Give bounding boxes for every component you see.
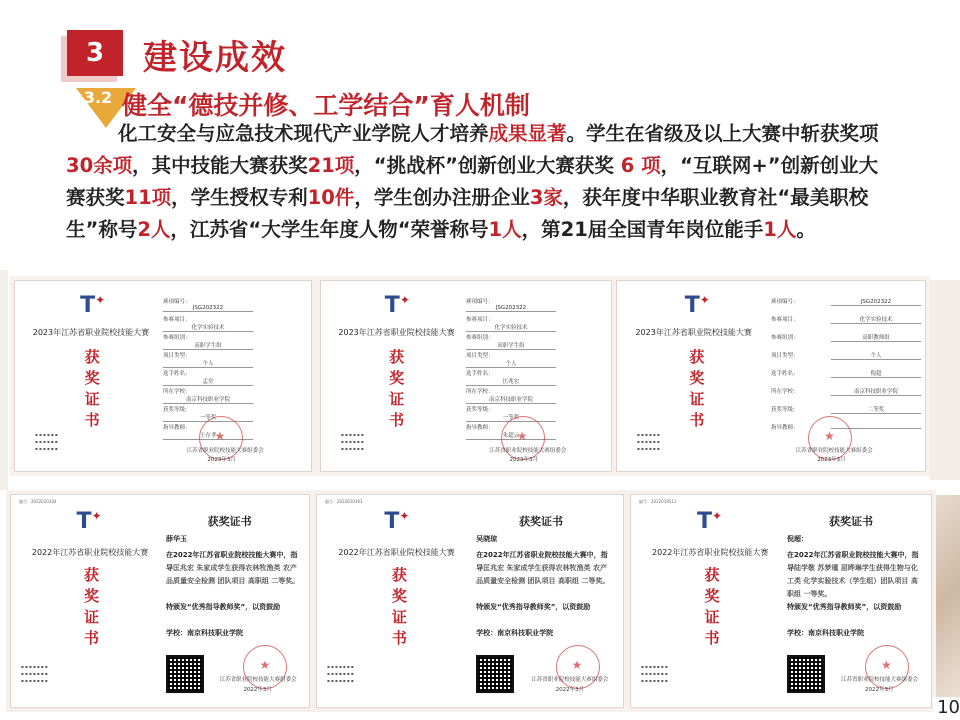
certificate-org: 江苏省职业院校技能大赛组委会 — [795, 448, 873, 454]
section-number-badge — [67, 30, 123, 76]
certificate-sponsors: ▪ ▪ ▪ ▪ ▪ ▪ ▪ ▪ ▪ ▪ ▪ ▪ ▪ ▪ ▪ ▪ ▪ ▪ — [35, 432, 58, 451]
certificate-field: 项目类型：个人 — [466, 351, 611, 368]
certificate-field: 项目类型： 个人 — [771, 351, 921, 360]
certificate-sponsors: ▪ ▪ ▪ ▪ ▪ ▪ ▪ ▪ ▪ ▪ ▪ ▪ ▪ ▪ ▪ ▪ ▪ ▪ — [637, 432, 660, 451]
competition-logo: T✦ — [684, 293, 710, 318]
certificate-edge-right-top — [930, 280, 960, 480]
certificate-title: 2023年江苏省职业院校技能大赛 — [338, 328, 455, 337]
qr-code-icon — [787, 655, 825, 693]
certificate-title: 2022年江苏省职业院校技能大赛 — [652, 548, 769, 557]
competition-logo: T✦ — [384, 509, 410, 534]
section-title: 建设成效 — [143, 38, 287, 78]
certificate-field: 赛项编号：JSG202322 — [163, 297, 311, 312]
certificate-sponsors: ▪ ▪ ▪ ▪ ▪ ▪ ▪ ▪ ▪ ▪ ▪ ▪ ▪ ▪ ▪ ▪ ▪ ▪ — [341, 432, 364, 451]
award-certificate — [616, 280, 926, 472]
certificate-date: 2023年3月 — [509, 457, 538, 463]
certificate-field: 所在学校： 南京科技职业学院 — [771, 387, 921, 396]
certificate-body: 在2022年江苏省职业院校技能大赛中，指导陆学敬 苏梦瑾 屈晔琳学生获得生物与化工类 化学实验技术（学生组）团队项目 高职组 一等奖。 — [787, 551, 919, 598]
subsection-title: 健全“德技并修、工学结合”育人机制 — [122, 91, 530, 120]
certificate-date: 2022年3月 — [555, 687, 585, 693]
teacher-award-certificate — [630, 494, 932, 708]
certificate-org: 江苏省职业院校技能大赛组委会 — [841, 677, 919, 683]
recipient-name: 倪超： — [787, 535, 808, 543]
certificate-field: 赛项编号： JSG202322 — [771, 297, 921, 306]
certificate-edge-right-bottom — [932, 495, 960, 705]
certificate-serial: 编号：2022010393 — [325, 499, 363, 504]
certificate-date: 2023年3月 — [817, 457, 846, 463]
certificate-org: 江苏省职业院校技能大赛组委会 — [489, 448, 567, 454]
section-number: 3 — [85, 38, 105, 68]
competition-logo: T✦ — [80, 293, 106, 318]
certificate-title: 2022年江苏省职业院校技能大赛 — [31, 548, 149, 557]
certificate-org: 江苏省职业院校技能大赛组委会 — [186, 448, 264, 454]
certificate-school: 学校：南京科技职业学院 — [787, 629, 864, 637]
certificate-heading: 获奖证书 — [829, 515, 873, 528]
award-certificate — [320, 280, 612, 472]
qr-code-icon — [166, 655, 204, 693]
certificate-sponsors: ▪ ▪ ▪ ▪ ▪ ▪ ▪ ▪ ▪ ▪ ▪ ▪ ▪ ▪ ▪ ▪ ▪ ▪ ▪ ▪ ▪ — [327, 664, 354, 683]
competition-logo: T✦ — [697, 509, 723, 534]
recipient-name: 薛华玉 — [165, 535, 187, 543]
page-number: 10 — [933, 697, 960, 718]
certificate-field: 选手姓名：孟堂 — [163, 369, 311, 386]
certificate-sponsors: ▪ ▪ ▪ ▪ ▪ ▪ ▪ ▪ ▪ ▪ ▪ ▪ ▪ ▪ ▪ ▪ ▪ ▪ ▪ ▪ ▪ — [641, 664, 668, 683]
certificate-serial: 编号：2022010344 — [19, 499, 57, 504]
certificate-field: 获奖等级：一等奖 — [163, 405, 311, 422]
certificate-field: 选手姓名：匡兆宏 — [466, 369, 611, 386]
teacher-award-certificate — [316, 494, 624, 708]
certificate-field: 指导教师：朱超云 — [466, 423, 611, 440]
certificate-org: 江苏省职业院校技能大赛组委会 — [219, 677, 297, 683]
body-paragraph: 化工安全与应急技术现代产业学院人才培养成果显著。学生在省级及以上大赛中斩获奖项30余项，其中技能大赛获奖21项，“挑战杯”创新创业大赛获奖 6 项，“互联网+”创新创业大赛获奖11项，学生授权专利10件，学生创办注册企业3家，获年度中华职业教育社“最美职校生”称号2人，江苏省“大学生年度人物“荣誉称号1人，第21届全国青年岗位能手1人。 — [66, 122, 879, 241]
award-certificate — [14, 280, 312, 472]
qr-code-icon — [476, 655, 514, 693]
certificate-field: 指导教师： — [771, 423, 921, 431]
certificate-field: 选手姓名： 倪超 — [771, 369, 921, 378]
certificate-field: 参赛项目： 化学实验技术 — [771, 315, 921, 324]
competition-logo: T✦ — [384, 293, 410, 318]
certificate-field: 所在学校：南京科技职业学院 — [466, 387, 611, 404]
certificate-award-line: 特颁发“优秀指导教师奖”，以资鼓励 — [476, 603, 591, 611]
certificate-field: 参赛项目：化学实验技术 — [163, 315, 311, 332]
certificate-sponsors: ▪ ▪ ▪ ▪ ▪ ▪ ▪ ▪ ▪ ▪ ▪ ▪ ▪ ▪ ▪ ▪ ▪ ▪ ▪ ▪ ▪ — [21, 664, 48, 683]
certificate-award-line: 特颁发“优秀指导教师奖”，以资鼓励 — [165, 603, 281, 611]
certificate-award-vertical: 获奖证书 — [704, 566, 720, 647]
subsection-number: 3.2 — [83, 88, 113, 107]
certificate-field: 所在学校：南京科技职业学院 — [163, 387, 311, 404]
certificate-edge-left — [0, 270, 8, 490]
certificate-field: 赛项编号：JSG202322 — [466, 297, 611, 312]
certificate-date: 2022年3月 — [865, 687, 894, 693]
certificate-field: 指导教师：王存孝 — [163, 423, 311, 440]
certificate-award-line: 特颁发“优秀指导教师奖”，以资鼓励 — [787, 603, 902, 611]
certificate-school: 学校：南京科技职业学院 — [476, 629, 554, 637]
certificate-field: 获奖等级： 二等奖 — [771, 405, 921, 414]
certificate-title: 2022年江苏省职业院校技能大赛 — [338, 548, 455, 557]
recipient-name: 吴晓琼 — [476, 535, 498, 543]
certificate-award-vertical: 获奖证书 — [84, 348, 100, 429]
certificate-org: 江苏省职业院校技能大赛组委会 — [531, 677, 609, 683]
certificate-title: 2023年江苏省职业院校技能大赛 — [32, 328, 150, 337]
certificate-school: 学校：南京科技职业学院 — [165, 629, 243, 637]
certificate-field: 获奖等级：一等奖 — [466, 405, 611, 422]
certificate-field: 参赛项目：化学实验技术 — [466, 315, 611, 332]
teacher-award-certificate — [10, 494, 310, 708]
certificate-heading: 获奖证书 — [518, 515, 563, 528]
certificate-title: 2023年江苏省职业院校技能大赛 — [635, 328, 752, 337]
certificate-field: 参赛组别： 高职教师组 — [771, 333, 921, 342]
certificate-date: 2023年3月 — [207, 457, 236, 463]
certificate-award-vertical: 获奖证书 — [84, 566, 100, 647]
certificate-award-vertical: 获奖证书 — [391, 566, 407, 647]
certificate-field: 参赛组别：高职学生组 — [466, 333, 611, 350]
certificate-field: 参赛组别：高职学生组 — [163, 333, 311, 350]
certificate-field: 项目类型：个人 — [163, 351, 311, 368]
certificate-serial: 编号：2022019511 — [639, 499, 677, 504]
certificate-award-vertical: 获奖证书 — [389, 348, 405, 429]
certificate-body: 在2022年江苏省职业院校技能大赛中，指导匡兆宏 朱家成学生获得农林牧渔类 农产品质量安全检测 团队项目 高职组 二等奖。 — [165, 551, 300, 585]
certificate-heading: 获奖证书 — [207, 515, 252, 528]
certificate-award-vertical: 获奖证书 — [689, 348, 705, 429]
certificate-date: 2022年3月 — [243, 687, 272, 693]
competition-logo: T✦ — [76, 509, 102, 534]
certificate-body: 在2022年江苏省职业院校技能大赛中，指导匡兆宏 朱家成学生获得农林牧渔类 农产品质量安全检测 团队项目 高职组 二等奖。 — [476, 551, 610, 585]
